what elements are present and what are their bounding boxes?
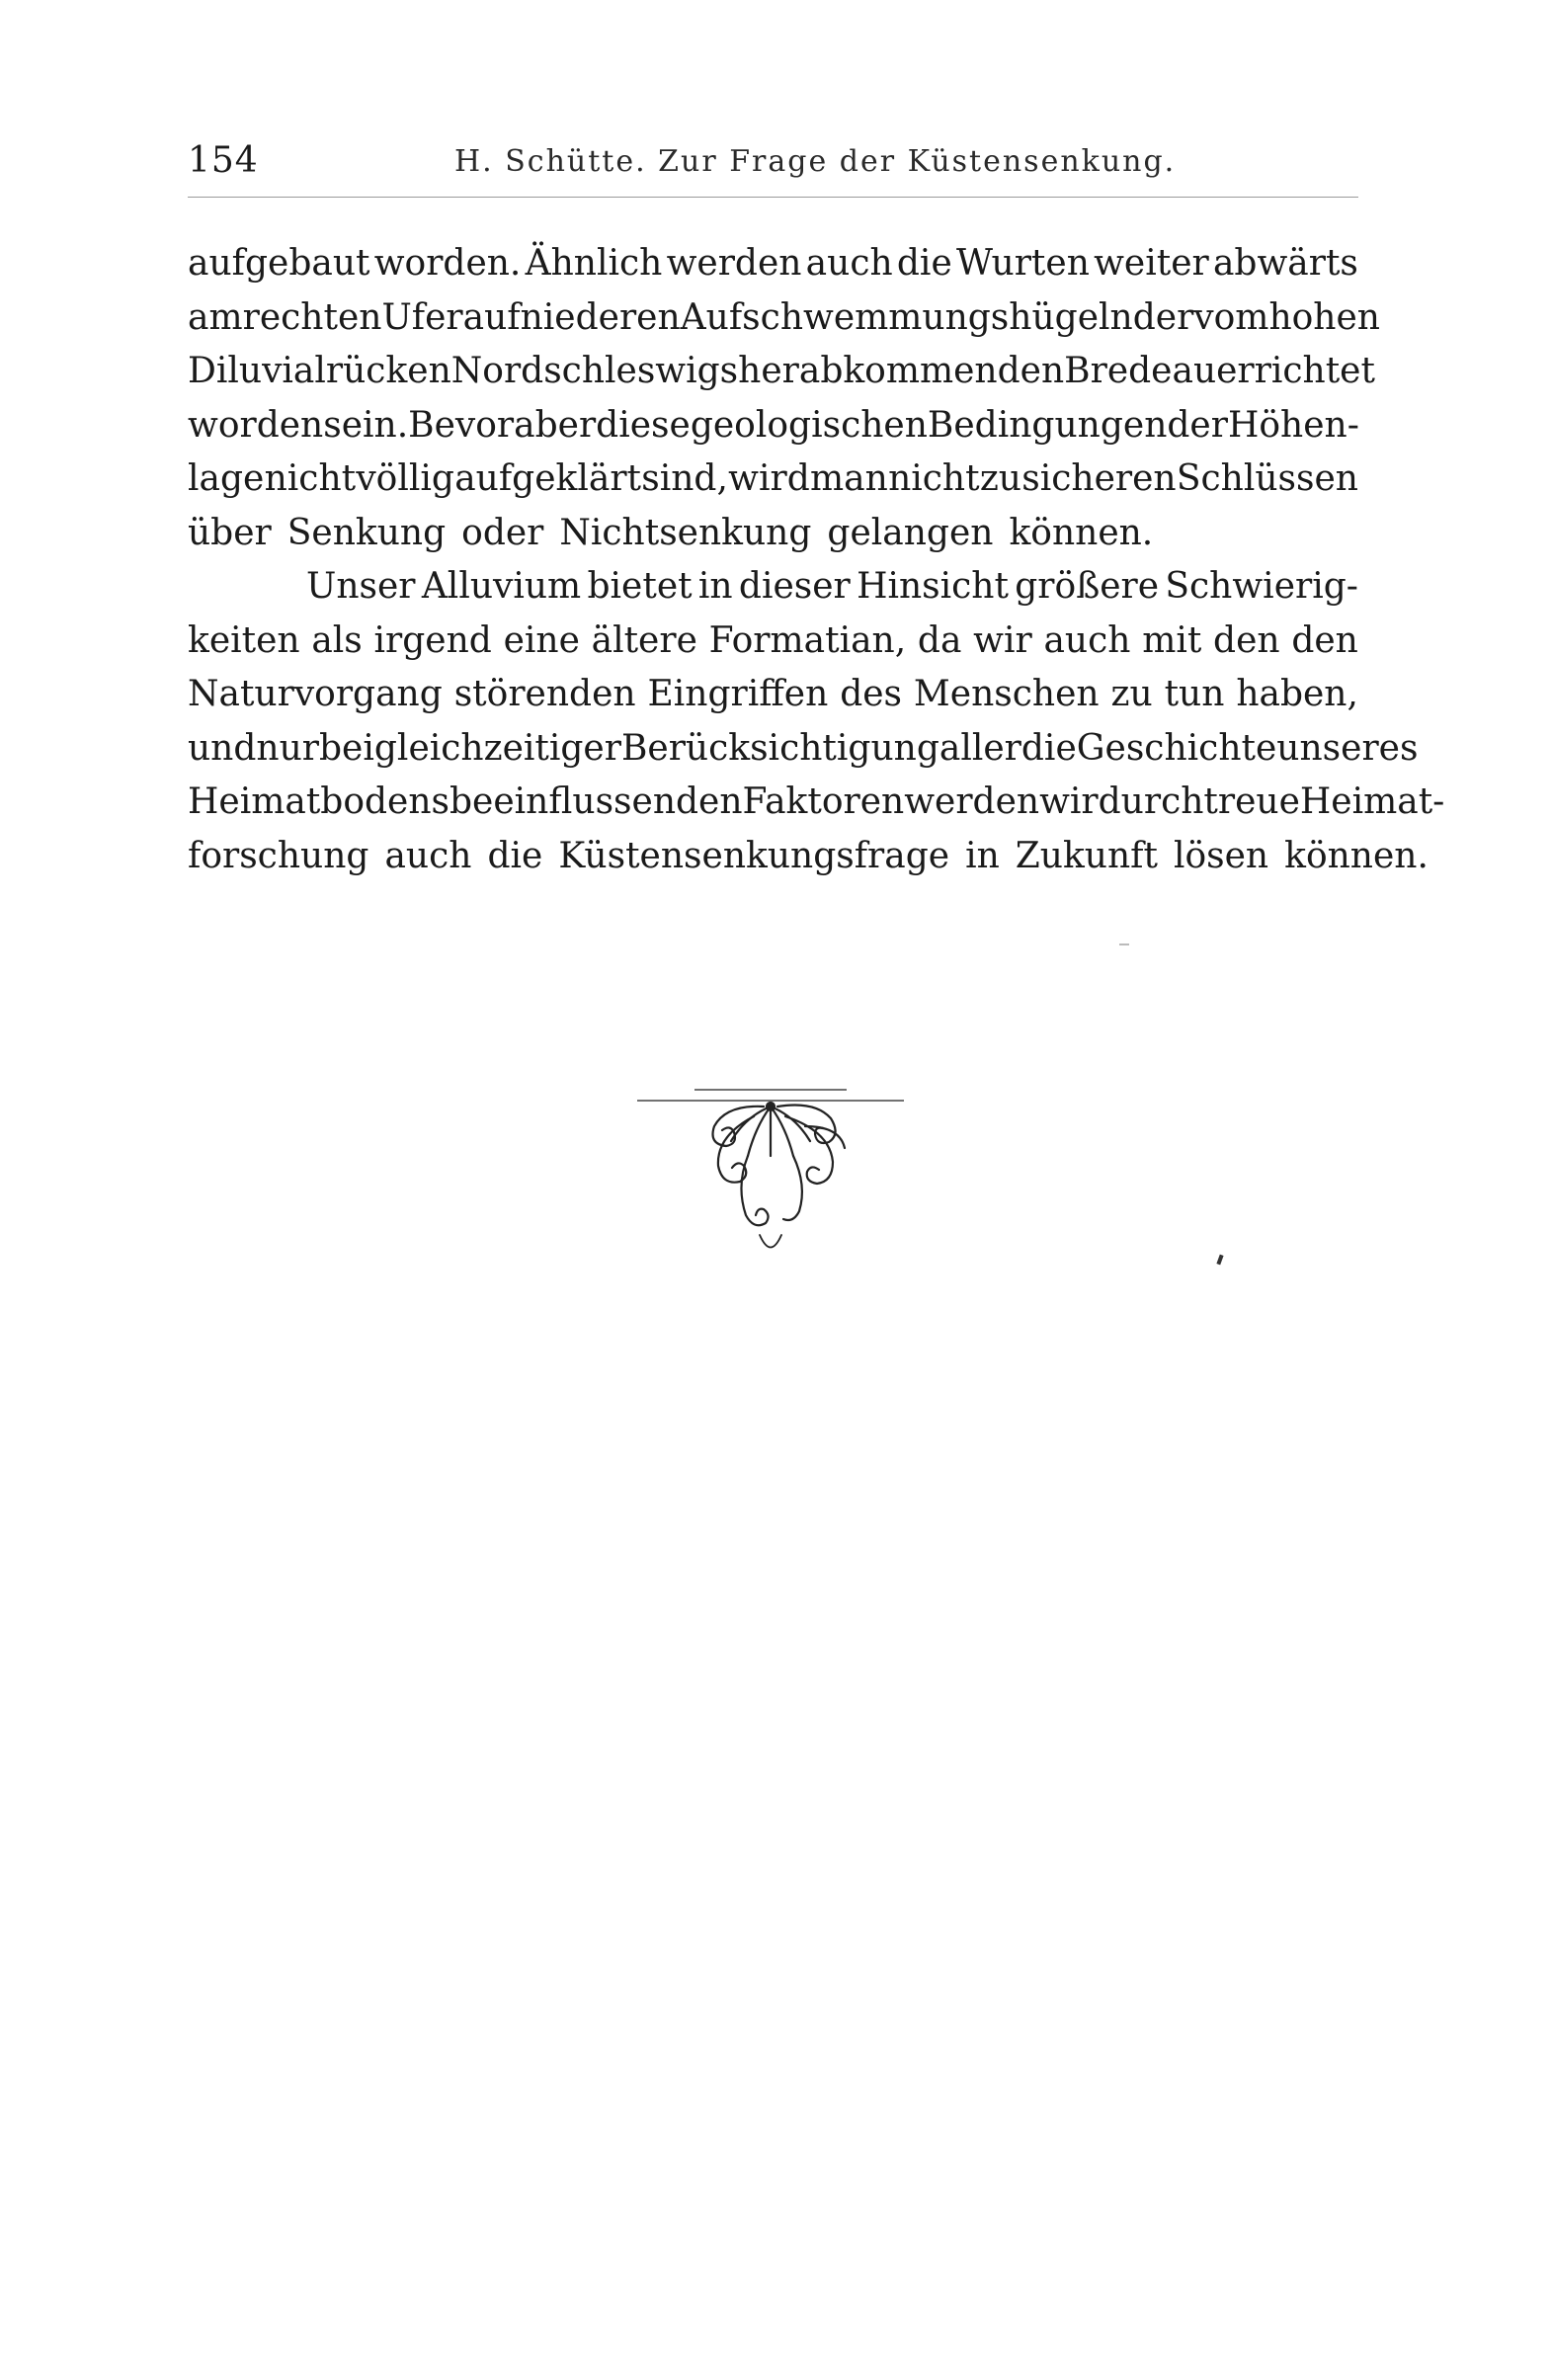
word: weiter <box>1094 243 1209 284</box>
word: Ufer <box>381 296 463 338</box>
word: Küstensenkungsfrage <box>558 835 950 876</box>
word: treue <box>1203 781 1300 822</box>
word: Unser <box>306 566 416 607</box>
word: Formatian, <box>708 619 907 661</box>
word: bietet <box>587 566 693 607</box>
body-text <box>188 237 1445 883</box>
word: vom <box>1193 296 1269 338</box>
word: die <box>487 835 543 876</box>
word: auf <box>462 296 521 338</box>
word: Nordschleswigs <box>450 351 739 391</box>
word: den <box>1213 619 1280 661</box>
text-line <box>188 722 1419 777</box>
page-number: 154 <box>188 140 259 181</box>
word: ältere <box>591 619 697 661</box>
word: und <box>188 727 257 769</box>
word: des <box>840 674 903 714</box>
word: Menschen <box>913 674 1100 714</box>
word: nicht <box>264 458 357 499</box>
word: worden <box>188 404 324 446</box>
word: Bedingungen <box>927 404 1168 446</box>
text-line <box>188 560 1358 615</box>
word: rechten <box>242 296 382 338</box>
word: bei <box>319 727 374 769</box>
word: oder <box>461 512 544 553</box>
word: die <box>1020 727 1077 769</box>
word: Schwierig- <box>1165 566 1358 607</box>
word: in <box>697 566 733 607</box>
word: gelangen <box>827 512 994 553</box>
word: Alluvium <box>421 566 582 607</box>
word: Zukunft <box>1015 835 1158 876</box>
word: niederen <box>520 296 681 338</box>
word: nur <box>256 727 320 769</box>
word: eine <box>503 619 580 661</box>
text-line <box>188 345 1375 399</box>
text-line <box>188 237 1358 291</box>
word: werden <box>904 781 1040 822</box>
word: da <box>917 619 962 661</box>
word: mit <box>1142 619 1202 661</box>
word: den <box>1291 619 1358 661</box>
word: zu <box>1110 674 1153 714</box>
scroll-tailpiece-icon <box>637 1087 904 1265</box>
word: beeinflussenden <box>449 781 743 822</box>
word: sicheren <box>1021 458 1177 499</box>
word: Heimatbodens <box>188 781 450 822</box>
word: geologischen <box>690 404 928 446</box>
word: Bredeau <box>1064 351 1217 391</box>
word: errichtet <box>1216 351 1375 391</box>
word: worden. <box>373 243 522 284</box>
word: nicht <box>888 458 980 499</box>
word: werden <box>666 243 802 284</box>
word: herabkommenden <box>738 351 1065 391</box>
word: wir <box>973 619 1032 661</box>
text-line <box>188 507 1358 561</box>
word: haben, <box>1236 674 1358 714</box>
word: auch <box>1043 619 1131 661</box>
word: Eingriffen <box>647 674 829 714</box>
word: können. <box>1009 512 1154 553</box>
word: wird <box>728 458 810 499</box>
word: Heimat- <box>1299 781 1445 822</box>
word: sein. <box>323 404 409 446</box>
word: als <box>311 619 363 661</box>
text-line <box>188 776 1445 830</box>
word: dieser <box>738 566 851 607</box>
word: der <box>1132 296 1194 338</box>
word: abwärts <box>1212 243 1358 284</box>
word: gleichzeitiger <box>373 727 621 769</box>
word: zu <box>979 458 1021 499</box>
word: völlig <box>356 458 454 499</box>
word: Diluvialrücken <box>188 351 451 391</box>
header-rule <box>188 197 1358 198</box>
text-line <box>188 615 1358 669</box>
word: wir <box>1039 781 1099 822</box>
word: lösen <box>1173 835 1269 876</box>
word: durch <box>1098 781 1204 822</box>
word: können. <box>1284 835 1429 876</box>
word: diese <box>596 404 691 446</box>
word: am <box>188 296 243 338</box>
word: aber <box>514 404 597 446</box>
word: Aufschwemmungshügeln <box>680 296 1133 338</box>
word: störenden <box>453 674 636 714</box>
word: sind, <box>641 458 728 499</box>
word: aller <box>939 727 1021 769</box>
word: Nichtsenkung <box>559 512 812 553</box>
word: Ähnlich <box>525 243 663 284</box>
text-line <box>188 668 1358 722</box>
word: in <box>965 835 1000 876</box>
word: auch <box>805 243 893 284</box>
paper-speck <box>1119 944 1129 945</box>
word: irgend <box>373 619 492 661</box>
word: Geschichte <box>1076 727 1277 769</box>
word: Naturvorgang <box>188 674 443 714</box>
word: auch <box>384 835 472 876</box>
word: unseres <box>1276 727 1419 769</box>
word: man <box>810 458 888 499</box>
word: die <box>896 243 952 284</box>
running-head: H. Schütte. Zur Frage der Küstensenkung. <box>454 144 1177 179</box>
word: tun <box>1164 674 1225 714</box>
word: Berücksichtigung <box>620 727 939 769</box>
word: hohen <box>1268 296 1380 338</box>
word: Senkung <box>286 512 447 553</box>
word: der <box>1167 404 1228 446</box>
text-line <box>188 399 1358 453</box>
stray-mark <box>1216 1255 1223 1266</box>
word: über <box>188 512 272 553</box>
word: keiten <box>188 619 300 661</box>
word: Höhen- <box>1227 404 1359 446</box>
text-line <box>188 291 1380 346</box>
word: Bevor <box>408 404 515 446</box>
word: Faktoren <box>742 781 905 822</box>
word: Schlüssen <box>1176 458 1358 499</box>
word: lage <box>188 458 265 499</box>
text-line <box>188 830 1429 884</box>
word: forschung <box>188 835 369 876</box>
word: Wurten <box>955 243 1090 284</box>
word: Hinsicht <box>857 566 1009 607</box>
word: aufgebaut <box>188 243 370 284</box>
word: aufgeklärt <box>454 458 641 499</box>
word: größere <box>1015 566 1160 607</box>
text-line <box>188 452 1358 507</box>
